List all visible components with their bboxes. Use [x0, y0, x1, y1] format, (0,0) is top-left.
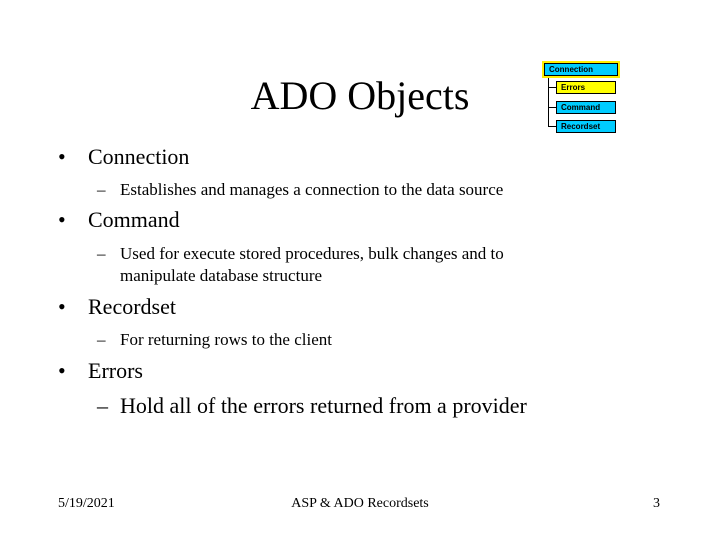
dash-glyph: – [97, 244, 106, 263]
footer-date: 5/19/2021 [58, 496, 115, 511]
sub-bullet-text: Establishes and manages a connection to the data source [120, 180, 504, 199]
bullet-glyph: • [58, 207, 66, 232]
bullet-recordset [58, 294, 176, 320]
sub-bullet-text: Hold all of the errors returned from a provider [120, 393, 527, 418]
dash-glyph: – [97, 330, 106, 349]
sub-bullet-text: For returning rows to the client [120, 330, 332, 349]
bullet-command [58, 207, 180, 233]
diagram-trunk-line [548, 75, 549, 127]
footer-title: ASP & ADO Recordsets [291, 496, 429, 511]
dash-glyph: – [97, 393, 108, 418]
sub-bullet-text: Used for execute stored procedures, bulk changes and to [120, 244, 504, 263]
bullet-connection [58, 144, 189, 170]
bullet-errors [58, 358, 143, 384]
diagram-node-connection: Connection [544, 63, 618, 76]
bullet-label: Command [88, 207, 180, 232]
diagram-branch-line [548, 107, 556, 108]
footer-page-number: 3 [653, 496, 660, 511]
bullet-glyph: • [58, 144, 66, 169]
diagram-branch-line [548, 87, 556, 88]
diagram-node-errors: Errors [556, 81, 616, 94]
slide-title-text: ADO Objects [250, 73, 470, 118]
diagram-node-command: Command [556, 101, 616, 114]
bullet-glyph: • [58, 294, 66, 319]
diagram-node-recordset: Recordset [556, 120, 616, 133]
diagram-branch-line [548, 126, 556, 127]
ado-object-diagram [538, 58, 638, 138]
bullet-glyph: • [58, 358, 66, 383]
sub-bullet-text-continued: manipulate database structure [120, 266, 323, 285]
bullet-label: Connection [88, 144, 190, 169]
dash-glyph: – [97, 180, 106, 199]
bullet-label: Errors [88, 358, 143, 383]
bullet-label: Recordset [88, 294, 176, 319]
